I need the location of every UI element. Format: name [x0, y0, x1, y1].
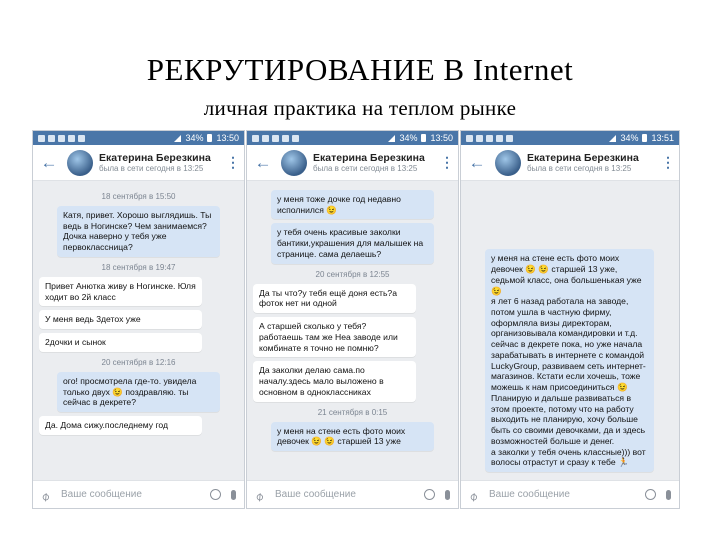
clock: 13:50	[216, 133, 239, 143]
contact-name: Екатерина Березкина	[527, 152, 639, 164]
notification-icon	[476, 135, 483, 142]
battery-percent: 34%	[620, 133, 639, 143]
notification-icons	[466, 135, 605, 142]
message-outgoing[interactable]: у меня тоже дочке год недавно исполнился 😉	[271, 190, 434, 219]
notification-icon	[252, 135, 259, 142]
notification-icons	[252, 135, 384, 142]
message-outgoing[interactable]: у меня на стене есть фото моих девочек 😉 😉 старшей 13 уже	[271, 422, 434, 451]
notification-icon	[68, 135, 75, 142]
smile-icon[interactable]	[424, 489, 435, 500]
chat-area[interactable]	[247, 182, 458, 480]
battery-percent: 34%	[185, 133, 204, 143]
date-separator: 20 сентября в 12:55	[315, 269, 390, 279]
message-input[interactable]	[487, 488, 639, 501]
back-arrow-icon[interactable]: ←	[468, 152, 486, 172]
phone-screen	[461, 131, 679, 508]
back-arrow-icon[interactable]: ←	[254, 152, 272, 172]
phone-screen	[33, 131, 244, 508]
status-bar	[461, 131, 679, 145]
mic-icon[interactable]	[231, 490, 236, 500]
paperclip-icon[interactable]: ⌀	[37, 488, 53, 504]
notification-icon	[496, 135, 503, 142]
message-incoming[interactable]: Да заколки делаю сама.по началу.здесь мало выложено в основном в одноклассниках	[253, 361, 416, 401]
status-right	[174, 133, 239, 143]
signal-icon	[174, 135, 181, 142]
contact-info[interactable]	[527, 152, 661, 173]
notification-icon	[78, 135, 85, 142]
clock: 13:51	[651, 133, 674, 143]
message-outgoing[interactable]: у меня на стене есть фото моих девочек 😉 😉 старшей 13 уже, седьмой класс, она большенькая уже 😉 я лет 6 назад работала на заводе, потом ушла в частную фирму, оформляла визы директорам, организовывала командировки и т.д. сейчас в декрете пока, но уже начала зарабатывать в интернете с командой LuckyGroup, развиваем сеть интернет-магазинов. Кстати если хочешь, тоже можешь к нам присоединиться 😉 Планирую и дальше развиваться в этом проекте, потому что на работу выходить не планирую, хочу больше быть со своими девочками, да и здесь возможностей больше и денег. а заколки у тебя очень классные))) вот волосы отрастут и сразу к тебе 🏃	[485, 249, 654, 472]
notification-icon	[272, 135, 279, 142]
date-separator: 21 сентября в 0:15	[317, 407, 388, 417]
battery-icon	[421, 134, 426, 142]
paperclip-icon[interactable]: ⌀	[465, 488, 481, 504]
notification-icon	[282, 135, 289, 142]
message-outgoing[interactable]: у тебя очень красивые заколки бантики,украшения для малышек на странице. сама делаешь?	[271, 223, 434, 263]
paperclip-icon[interactable]: ⌀	[251, 488, 267, 504]
signal-icon	[609, 135, 616, 142]
mic-icon[interactable]	[666, 490, 671, 500]
back-arrow-icon[interactable]: ←	[40, 152, 58, 172]
date-separator: 18 сентября в 19:47	[101, 262, 176, 272]
avatar[interactable]	[67, 150, 93, 176]
contact-name: Екатерина Березкина	[313, 152, 425, 164]
status-right	[609, 133, 674, 143]
message-input-bar	[461, 480, 679, 508]
message-incoming[interactable]: Да. Дома сижу.последнему год	[39, 416, 202, 435]
date-separator: 20 сентября в 12:16	[101, 357, 176, 367]
signal-icon	[388, 135, 395, 142]
notification-icon	[466, 135, 473, 142]
battery-percent: 34%	[399, 133, 418, 143]
menu-dots-icon[interactable]: ⋮	[661, 154, 675, 170]
slide-subtitle: личная практика на теплом рынке	[203, 96, 517, 120]
message-input[interactable]	[59, 488, 204, 501]
contact-status: была в сети сегодня в 13:25	[527, 164, 632, 173]
notification-icon	[292, 135, 299, 142]
message-input-bar	[33, 480, 244, 508]
smile-icon[interactable]	[645, 489, 656, 500]
date-separator: 18 сентября в 15:50	[101, 192, 176, 201]
mic-icon[interactable]	[445, 490, 450, 500]
message-input-bar	[247, 480, 458, 508]
message-incoming[interactable]: Да ты что?у тебя ещё доня есть?а фоток нет ни одной	[253, 284, 416, 313]
message-input[interactable]	[273, 488, 418, 501]
notification-icon	[38, 135, 45, 142]
battery-icon	[207, 134, 212, 142]
message-incoming[interactable]: 2дочки и сынок	[39, 333, 202, 352]
contact-status: была в сети сегодня в 13:25	[99, 164, 204, 173]
message-outgoing[interactable]: ого! просмотрела где-то. увидела только двух 😉 поздравляю. ты сейчас в декрете?	[57, 372, 220, 412]
status-bar	[33, 131, 244, 145]
message-incoming[interactable]: Привет Анютка живу в Ногинске. Юля ходит во 2й класс	[39, 277, 202, 306]
contact-status: была в сети сегодня в 13:25	[313, 164, 418, 173]
menu-dots-icon[interactable]: ⋮	[440, 154, 454, 170]
avatar[interactable]	[495, 150, 521, 176]
notification-icons	[38, 135, 170, 142]
contact-name: Екатерина Березкина	[99, 152, 211, 164]
chat-header	[461, 145, 679, 181]
contact-info[interactable]	[313, 152, 440, 173]
smile-icon[interactable]	[210, 489, 221, 500]
message-outgoing[interactable]: Катя, привет. Хорошо выглядишь. Ты ведь в Ногинске? Чем занимаемся? Дочка наверно у тебя уже первоклассница?	[57, 206, 220, 257]
notification-icon	[506, 135, 513, 142]
chat-header	[247, 145, 458, 181]
contact-info[interactable]	[99, 152, 226, 173]
clock: 13:50	[430, 133, 453, 143]
status-right	[388, 133, 453, 143]
status-bar	[247, 131, 458, 145]
notification-icon	[486, 135, 493, 142]
notification-icon	[262, 135, 269, 142]
phone-screen	[247, 131, 458, 508]
slide-title: РЕКРУТИРОВАНИЕ В Internet	[146, 52, 574, 87]
battery-icon	[642, 134, 647, 142]
notification-icon	[58, 135, 65, 142]
chat-header	[33, 145, 244, 181]
message-incoming[interactable]: У меня ведь 3детох уже	[39, 310, 202, 329]
menu-dots-icon[interactable]: ⋮	[226, 154, 240, 170]
notification-icon	[48, 135, 55, 142]
avatar[interactable]	[281, 150, 307, 176]
chat-area[interactable]	[33, 182, 244, 480]
message-incoming[interactable]: А старшей сколько у тебя? работаешь там же Неа заводе или комбинате я точно не помню?	[253, 317, 416, 357]
chat-area[interactable]	[461, 182, 679, 480]
